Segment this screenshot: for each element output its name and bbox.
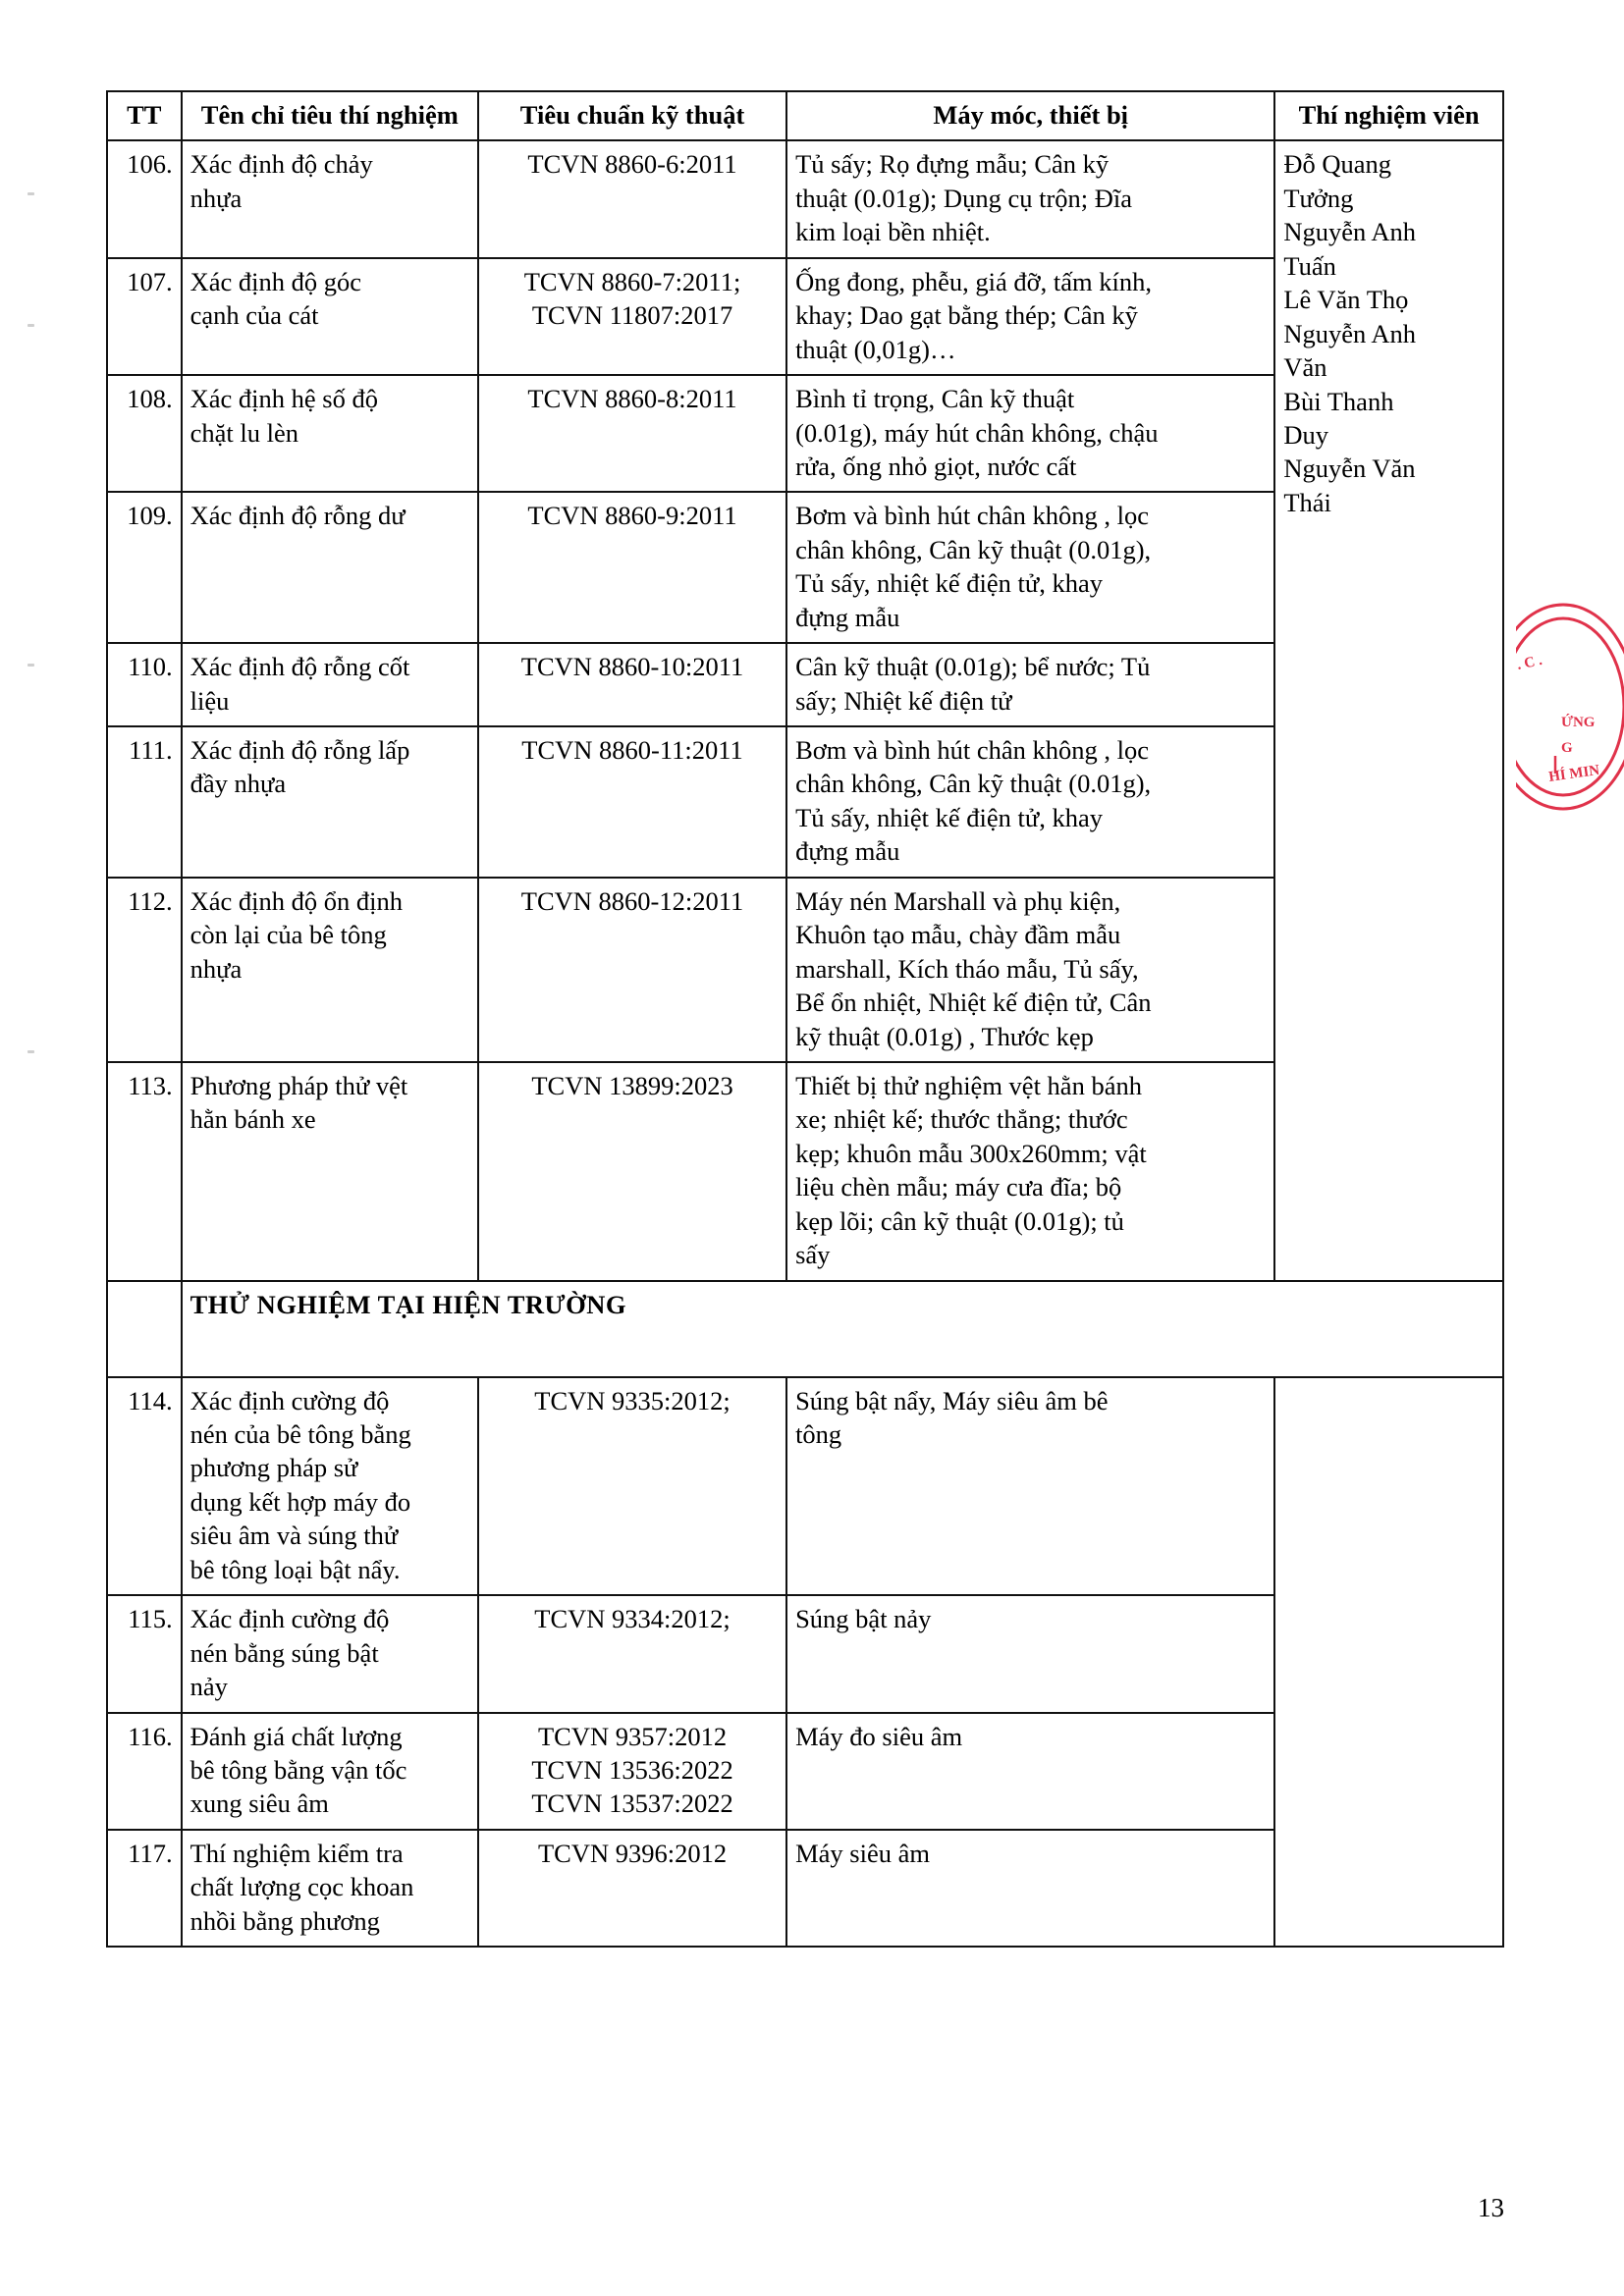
text-line: xe; nhiệt kế; thước thẳng; thước [795,1104,1128,1135]
equipment-cell [786,1062,1274,1281]
text-line: liệu [189,685,230,716]
text-line: nhựa [189,183,243,213]
text-line: Xác định cường độ [189,1604,390,1634]
text-line: Tuấn [1283,250,1336,281]
text-line: chất lượng cọc khoan [189,1872,414,1902]
text-line: Phương pháp thử vệt [189,1070,408,1100]
text-line: Bơm và bình hút chân không , lọc [795,501,1149,531]
equipment-cell [786,726,1274,878]
text-line: siêu âm và súng thử [189,1521,399,1551]
text-line: Tủ sấy, nhiệt kế điện tử, khay [795,802,1103,832]
text-line: Duy [1283,419,1328,450]
standard-cell [478,643,786,726]
equipment-cell [786,643,1274,726]
text-line: Bơm và bình hút chân không , lọc [795,735,1149,765]
text-line: Súng bật nẩy, Máy siêu âm bê [795,1385,1109,1415]
equipment-cell [786,1830,1274,1947]
text-line: TCVN 9335:2012; [534,1385,731,1415]
row-number: 110. [107,643,182,726]
text-line: Bùi Thanh [1283,386,1394,416]
section-header-row [107,1281,1503,1377]
text-line: khay; Dao gạt bằng thép; Cân kỹ [795,300,1138,331]
text-line: thuật (0.01g); Dụng cụ trộn; Đĩa [795,183,1133,213]
text-line: TCVN 8860-7:2011; [523,266,741,296]
text-line: Tủ sấy, nhiệt kế điện tử, khay [795,568,1103,599]
text-line: cạnh của cát [189,300,319,331]
svg-text:. C .: . C . [1516,652,1544,673]
text-line: TCVN 8860-9:2011 [527,501,737,531]
text-line: đựng mẫu [795,602,900,632]
text-line: Xác định hệ số độ [189,384,378,414]
text-line: nhựa [189,953,243,984]
row-number: 114. [107,1377,182,1596]
text-line: rửa, ống nhỏ giọt, nước cất [795,451,1077,481]
page-number: 13 [1478,2193,1504,2222]
text-line: dụng kết hợp máy đo [189,1486,411,1517]
text-line: Lê Văn Thọ [1283,285,1409,315]
test-name-cell [182,258,478,375]
row-number: 113. [107,1062,182,1281]
column-header-technician: Thí nghiệm viên [1274,91,1503,140]
row-number: 109. [107,492,182,643]
text-line: Cân kỹ thuật (0.01g); bể nước; Tủ [795,652,1151,682]
text-line: kỹ thuật (0.01g) , Thước kẹp [795,1021,1094,1051]
text-line: thuật (0,01g)… [795,334,956,364]
text-line: sấy; Nhiệt kế điện tử [795,685,1012,716]
text-line: TCVN 8860-8:2011 [527,384,737,414]
row-number: 108. [107,375,182,492]
text-line: đựng mẫu [795,836,900,867]
standard-cell [478,1062,786,1281]
technician-cell [1274,140,1503,1280]
standard-cell [478,375,786,492]
section-row-number-spacer [107,1281,182,1377]
text-line: chân không, Cân kỹ thuật (0.01g), [795,534,1152,564]
text-line: TCVN 8860-11:2011 [521,735,743,765]
text-line: sấy [795,1240,831,1270]
row-number: 116. [107,1713,182,1830]
text-line: TCVN 13536:2022 [531,1754,733,1785]
svg-text:HÍ MIN: HÍ MIN [1547,762,1601,785]
standard-cell [478,1595,786,1712]
text-line: nén của bê tông bằng [189,1419,411,1449]
section-title: THỬ NGHIỆM TẠI HIỆN TRƯỜNG [182,1281,1503,1377]
test-name-cell [182,492,478,643]
text-line: Bể ổn nhiệt, Nhiệt kế điện tử, Cân [795,988,1152,1018]
text-line: Khuôn tạo mẫu, chày đầm mẫu [795,920,1121,950]
standard-cell [478,726,786,878]
row-number: 117. [107,1830,182,1947]
row-number: 111. [107,726,182,878]
standard-cell [478,1830,786,1947]
equipment-cell [786,878,1274,1062]
text-line: Đánh giá chất lượng [189,1721,403,1751]
row-number: 112. [107,878,182,1062]
text-line: Máy đo siêu âm [795,1721,963,1751]
test-name-cell [182,140,478,257]
text-line: Xác định độ rỗng dư [189,501,406,531]
text-line: TCVN 8860-10:2011 [520,652,744,682]
table-row [107,140,1503,257]
test-name-cell [182,1830,478,1947]
test-name-cell [182,375,478,492]
text-line: TCVN 8860-6:2011 [527,149,737,180]
text-line: (0.01g), máy hút chân không, chậu [795,417,1159,448]
margin-mark [27,1050,34,1053]
text-line: TCVN 8860-12:2011 [520,885,744,916]
standard-cell [478,492,786,643]
text-line: Nguyễn Văn [1283,454,1416,484]
equipment-cell [786,1595,1274,1712]
text-line: TCVN 13899:2023 [531,1070,733,1100]
equipment-cell [786,1377,1274,1596]
text-line: chặt lu lèn [189,417,298,448]
text-line: TCVN 9396:2012 [537,1838,728,1868]
text-line: Xác định độ chảy [189,149,373,180]
text-line: bê tông bằng vận tốc [189,1754,407,1785]
standard-cell [478,1377,786,1596]
standard-cell [478,258,786,375]
equipment-cell [786,258,1274,375]
text-line: nhồi bằng phương [189,1905,380,1936]
text-line: Xác định độ góc [189,266,362,296]
test-name-cell [182,726,478,878]
text-line: Thái [1283,487,1331,517]
text-line: phương pháp sử [189,1453,358,1483]
text-line: kẹp; khuôn mẫu 300x260mm; vật [795,1138,1147,1168]
text-line: Bình tỉ trọng, Cân kỹ thuật [795,384,1075,414]
text-line: nén bằng súng bật [189,1637,379,1668]
test-name-cell [182,1595,478,1712]
text-line: đầy nhựa [189,769,287,799]
standard-cell [478,140,786,257]
text-line: bê tông loại bật nẩy. [189,1554,401,1584]
table-header-row [107,91,1503,140]
text-line: kim loại bền nhiệt. [795,217,991,247]
text-line: nảy [189,1672,228,1702]
equipment-cell [786,492,1274,643]
text-line: còn lại của bê tông [189,920,387,950]
text-line: TCVN 11807:2017 [531,300,733,331]
text-line: Xác định cường độ [189,1385,390,1415]
text-line: tông [795,1419,842,1449]
text-line: Máy nén Marshall và phụ kiện, [795,885,1121,916]
margin-mark [27,192,34,195]
text-line: hằn bánh xe [189,1104,316,1135]
text-line: xung siêu âm [189,1789,329,1819]
row-number: 115. [107,1595,182,1712]
red-ink-stamp [1516,599,1624,815]
column-header-test-name: Tên chỉ tiêu thí nghiệm [182,91,478,140]
text-line: Ống đong, phễu, giá đỡ, tấm kính, [795,266,1152,296]
text-line: TCVN 9357:2012 [537,1721,728,1751]
standard-cell [478,1713,786,1830]
margin-mark [27,324,34,327]
equipment-cell [786,1713,1274,1830]
row-number: 106. [107,140,182,257]
text-line: Nguyễn Anh [1283,318,1417,348]
technician-cell-empty [1274,1377,1503,1948]
test-name-cell [182,643,478,726]
table-row [107,1377,1503,1596]
text-line: Văn [1283,352,1327,383]
margin-mark [27,664,34,667]
column-header-standard: Tiêu chuẩn kỹ thuật [478,91,786,140]
test-capability-table [106,90,1504,1948]
text-line: TCVN 9334:2012; [534,1604,731,1634]
text-line: Tưởng [1283,183,1354,213]
text-line: liệu chèn mẫu; máy cưa đĩa; bộ [795,1172,1122,1202]
text-line: Đỗ Quang [1283,149,1391,180]
equipment-cell [786,375,1274,492]
equipment-cell [786,140,1274,257]
svg-text:G: G [1561,740,1573,756]
text-line: Xác định độ rỗng lấp [189,735,410,765]
column-header-tt: TT [107,91,182,140]
text-line: Súng bật nảy [795,1604,932,1634]
text-line: kẹp lõi; cân kỹ thuật (0.01g); tủ [795,1205,1124,1236]
column-header-equipment: Máy móc, thiết bị [786,91,1274,140]
standard-cell [478,878,786,1062]
test-name-cell [182,1713,478,1830]
text-line: Máy siêu âm [795,1838,930,1868]
text-line: Nguyễn Anh [1283,217,1417,247]
test-name-cell [182,878,478,1062]
text-line: TCVN 13537:2022 [531,1789,733,1819]
text-line: marshall, Kích tháo mẫu, Tủ sấy, [795,953,1139,984]
test-name-cell [182,1377,478,1596]
row-number: 107. [107,258,182,375]
text-line: chân không, Cân kỹ thuật (0.01g), [795,769,1152,799]
text-line: Xác định độ rỗng cốt [189,652,410,682]
text-line: Tủ sấy; Rọ đựng mẫu; Cân kỹ [795,149,1110,180]
text-line: Thí nghiệm kiểm tra [189,1838,404,1868]
svg-text:ỨNG: ỨNG [1561,715,1596,730]
test-name-cell [182,1062,478,1281]
text-line: Thiết bị thử nghiệm vệt hằn bánh [795,1070,1142,1100]
text-line: Xác định độ ổn định [189,885,403,916]
